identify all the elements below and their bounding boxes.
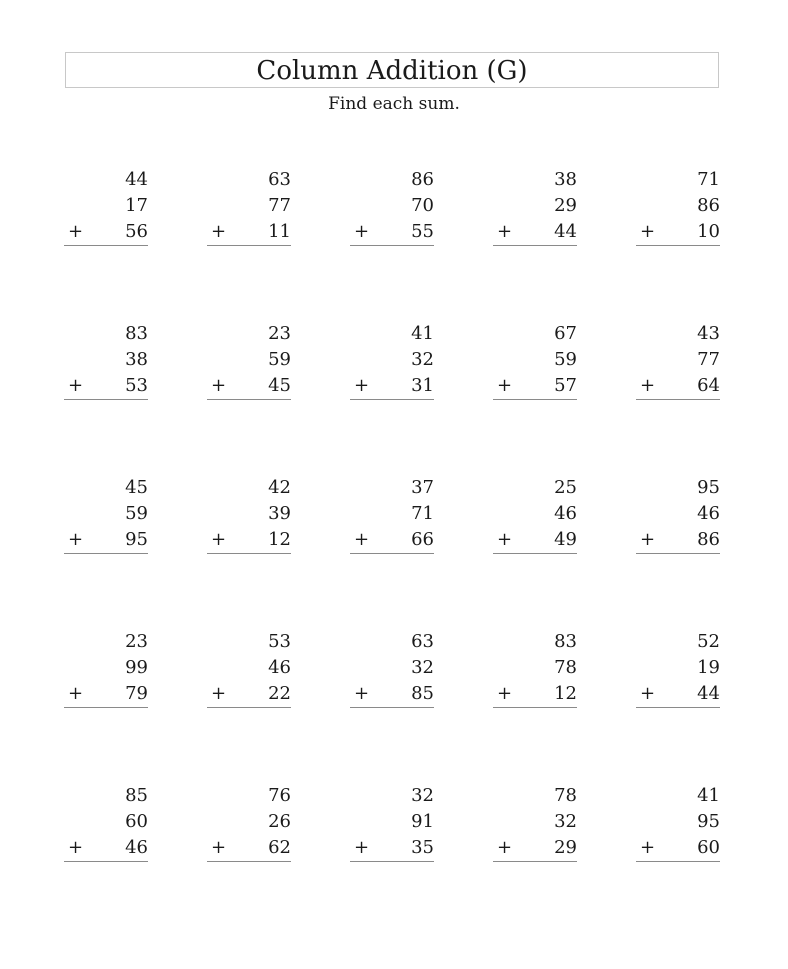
- addend-1: 76: [268, 785, 291, 806]
- addend-2: 77: [697, 349, 720, 370]
- sum-line: [350, 861, 434, 862]
- sum-line: [636, 707, 720, 708]
- addend-2: 17: [125, 195, 148, 216]
- sum-line: [207, 399, 291, 400]
- addend-3: 12: [554, 683, 577, 704]
- sum-line: [64, 245, 148, 246]
- plus-sign: +: [211, 529, 227, 550]
- plus-sign: +: [640, 837, 656, 858]
- addend-3: 64: [697, 375, 720, 396]
- addend-1: 53: [268, 631, 291, 652]
- sum-line: [350, 245, 434, 246]
- addend-3: 45: [268, 375, 291, 396]
- addend-1: 38: [554, 169, 577, 190]
- sum-line: [64, 399, 148, 400]
- addend-2: 32: [554, 811, 577, 832]
- plus-sign: +: [640, 375, 656, 396]
- addend-3: 55: [411, 221, 434, 242]
- sum-line: [64, 553, 148, 554]
- addend-2: 59: [125, 503, 148, 524]
- addend-1: 41: [411, 323, 434, 344]
- worksheet-title: Column Addition (G): [65, 52, 719, 88]
- addition-problem: [493, 783, 577, 861]
- sum-line: [636, 553, 720, 554]
- addend-1: 43: [697, 323, 720, 344]
- addend-2: 70: [411, 195, 434, 216]
- plus-sign: +: [211, 837, 227, 858]
- addend-2: 59: [554, 349, 577, 370]
- addend-3: 56: [125, 221, 148, 242]
- addend-3: 10: [697, 221, 720, 242]
- addition-problem: [636, 321, 720, 399]
- addend-2: 95: [697, 811, 720, 832]
- addend-2: 77: [268, 195, 291, 216]
- addend-3: 11: [268, 221, 291, 242]
- addition-problem: [493, 629, 577, 707]
- sum-line: [350, 399, 434, 400]
- plus-sign: +: [68, 375, 84, 396]
- addend-1: 32: [411, 785, 434, 806]
- addition-problem: [64, 321, 148, 399]
- addition-problem: [350, 783, 434, 861]
- addition-problem: [207, 167, 291, 245]
- plus-sign: +: [211, 375, 227, 396]
- addend-3: 60: [697, 837, 720, 858]
- addend-1: 95: [697, 477, 720, 498]
- addend-2: 46: [697, 503, 720, 524]
- plus-sign: +: [68, 683, 84, 704]
- addend-2: 32: [411, 349, 434, 370]
- plus-sign: +: [497, 837, 513, 858]
- addition-problem: [207, 475, 291, 553]
- plus-sign: +: [211, 683, 227, 704]
- addend-3: 57: [554, 375, 577, 396]
- addition-problem: [207, 629, 291, 707]
- addend-1: 83: [554, 631, 577, 652]
- plus-sign: +: [497, 375, 513, 396]
- addition-problem: [64, 629, 148, 707]
- addend-1: 83: [125, 323, 148, 344]
- addend-2: 19: [697, 657, 720, 678]
- addend-1: 86: [411, 169, 434, 190]
- addend-2: 60: [125, 811, 148, 832]
- sum-line: [493, 399, 577, 400]
- addend-1: 25: [554, 477, 577, 498]
- plus-sign: +: [68, 221, 84, 242]
- addend-1: 41: [697, 785, 720, 806]
- addend-3: 49: [554, 529, 577, 550]
- addend-2: 71: [411, 503, 434, 524]
- addition-problem: [350, 629, 434, 707]
- plus-sign: +: [354, 221, 370, 242]
- addition-problem: [493, 475, 577, 553]
- plus-sign: +: [211, 221, 227, 242]
- addend-3: 31: [411, 375, 434, 396]
- sum-line: [207, 245, 291, 246]
- addition-problem: [207, 321, 291, 399]
- addition-problem: [64, 475, 148, 553]
- addend-1: 44: [125, 169, 148, 190]
- addition-problem: [636, 167, 720, 245]
- plus-sign: +: [497, 529, 513, 550]
- sum-line: [493, 707, 577, 708]
- sum-line: [64, 707, 148, 708]
- plus-sign: +: [354, 837, 370, 858]
- plus-sign: +: [640, 529, 656, 550]
- addition-problem: [493, 321, 577, 399]
- addend-2: 46: [554, 503, 577, 524]
- plus-sign: +: [640, 221, 656, 242]
- addend-2: 99: [125, 657, 148, 678]
- addend-3: 29: [554, 837, 577, 858]
- plus-sign: +: [68, 529, 84, 550]
- addend-3: 46: [125, 837, 148, 858]
- addend-1: 23: [125, 631, 148, 652]
- sum-line: [493, 245, 577, 246]
- sum-line: [636, 399, 720, 400]
- addend-1: 45: [125, 477, 148, 498]
- addend-1: 85: [125, 785, 148, 806]
- addend-2: 46: [268, 657, 291, 678]
- addend-1: 52: [697, 631, 720, 652]
- plus-sign: +: [640, 683, 656, 704]
- addition-problem: [350, 167, 434, 245]
- addend-1: 42: [268, 477, 291, 498]
- addend-3: 22: [268, 683, 291, 704]
- addend-2: 86: [697, 195, 720, 216]
- addend-1: 78: [554, 785, 577, 806]
- addend-1: 63: [411, 631, 434, 652]
- addition-problem: [350, 321, 434, 399]
- sum-line: [636, 245, 720, 246]
- addend-2: 91: [411, 811, 434, 832]
- addend-2: 39: [268, 503, 291, 524]
- sum-line: [207, 861, 291, 862]
- sum-line: [493, 553, 577, 554]
- sum-line: [207, 707, 291, 708]
- sum-line: [350, 553, 434, 554]
- addition-problem: [636, 783, 720, 861]
- addend-3: 12: [268, 529, 291, 550]
- sum-line: [64, 861, 148, 862]
- sum-line: [636, 861, 720, 862]
- plus-sign: +: [354, 529, 370, 550]
- addition-problem: [350, 475, 434, 553]
- addition-problem: [207, 783, 291, 861]
- sum-line: [493, 861, 577, 862]
- addend-2: 32: [411, 657, 434, 678]
- addend-3: 85: [411, 683, 434, 704]
- plus-sign: +: [497, 683, 513, 704]
- addition-problem: [636, 629, 720, 707]
- addend-2: 26: [268, 811, 291, 832]
- addend-2: 59: [268, 349, 291, 370]
- addend-3: 95: [125, 529, 148, 550]
- addition-problem: [636, 475, 720, 553]
- addend-3: 44: [554, 221, 577, 242]
- plus-sign: +: [354, 375, 370, 396]
- sum-line: [207, 553, 291, 554]
- addend-1: 37: [411, 477, 434, 498]
- addition-problem: [64, 783, 148, 861]
- sum-line: [350, 707, 434, 708]
- plus-sign: +: [354, 683, 370, 704]
- addend-3: 86: [697, 529, 720, 550]
- addend-2: 38: [125, 349, 148, 370]
- addition-problem: [493, 167, 577, 245]
- addition-problem: [64, 167, 148, 245]
- addend-3: 44: [697, 683, 720, 704]
- addend-1: 23: [268, 323, 291, 344]
- addend-2: 29: [554, 195, 577, 216]
- addend-3: 35: [411, 837, 434, 858]
- addend-1: 71: [697, 169, 720, 190]
- addend-3: 62: [268, 837, 291, 858]
- plus-sign: +: [497, 221, 513, 242]
- worksheet-instructions: Find each sum.: [328, 94, 460, 114]
- addend-3: 53: [125, 375, 148, 396]
- addend-2: 78: [554, 657, 577, 678]
- plus-sign: +: [68, 837, 84, 858]
- addend-3: 66: [411, 529, 434, 550]
- addend-1: 63: [268, 169, 291, 190]
- addend-3: 79: [125, 683, 148, 704]
- addend-1: 67: [554, 323, 577, 344]
